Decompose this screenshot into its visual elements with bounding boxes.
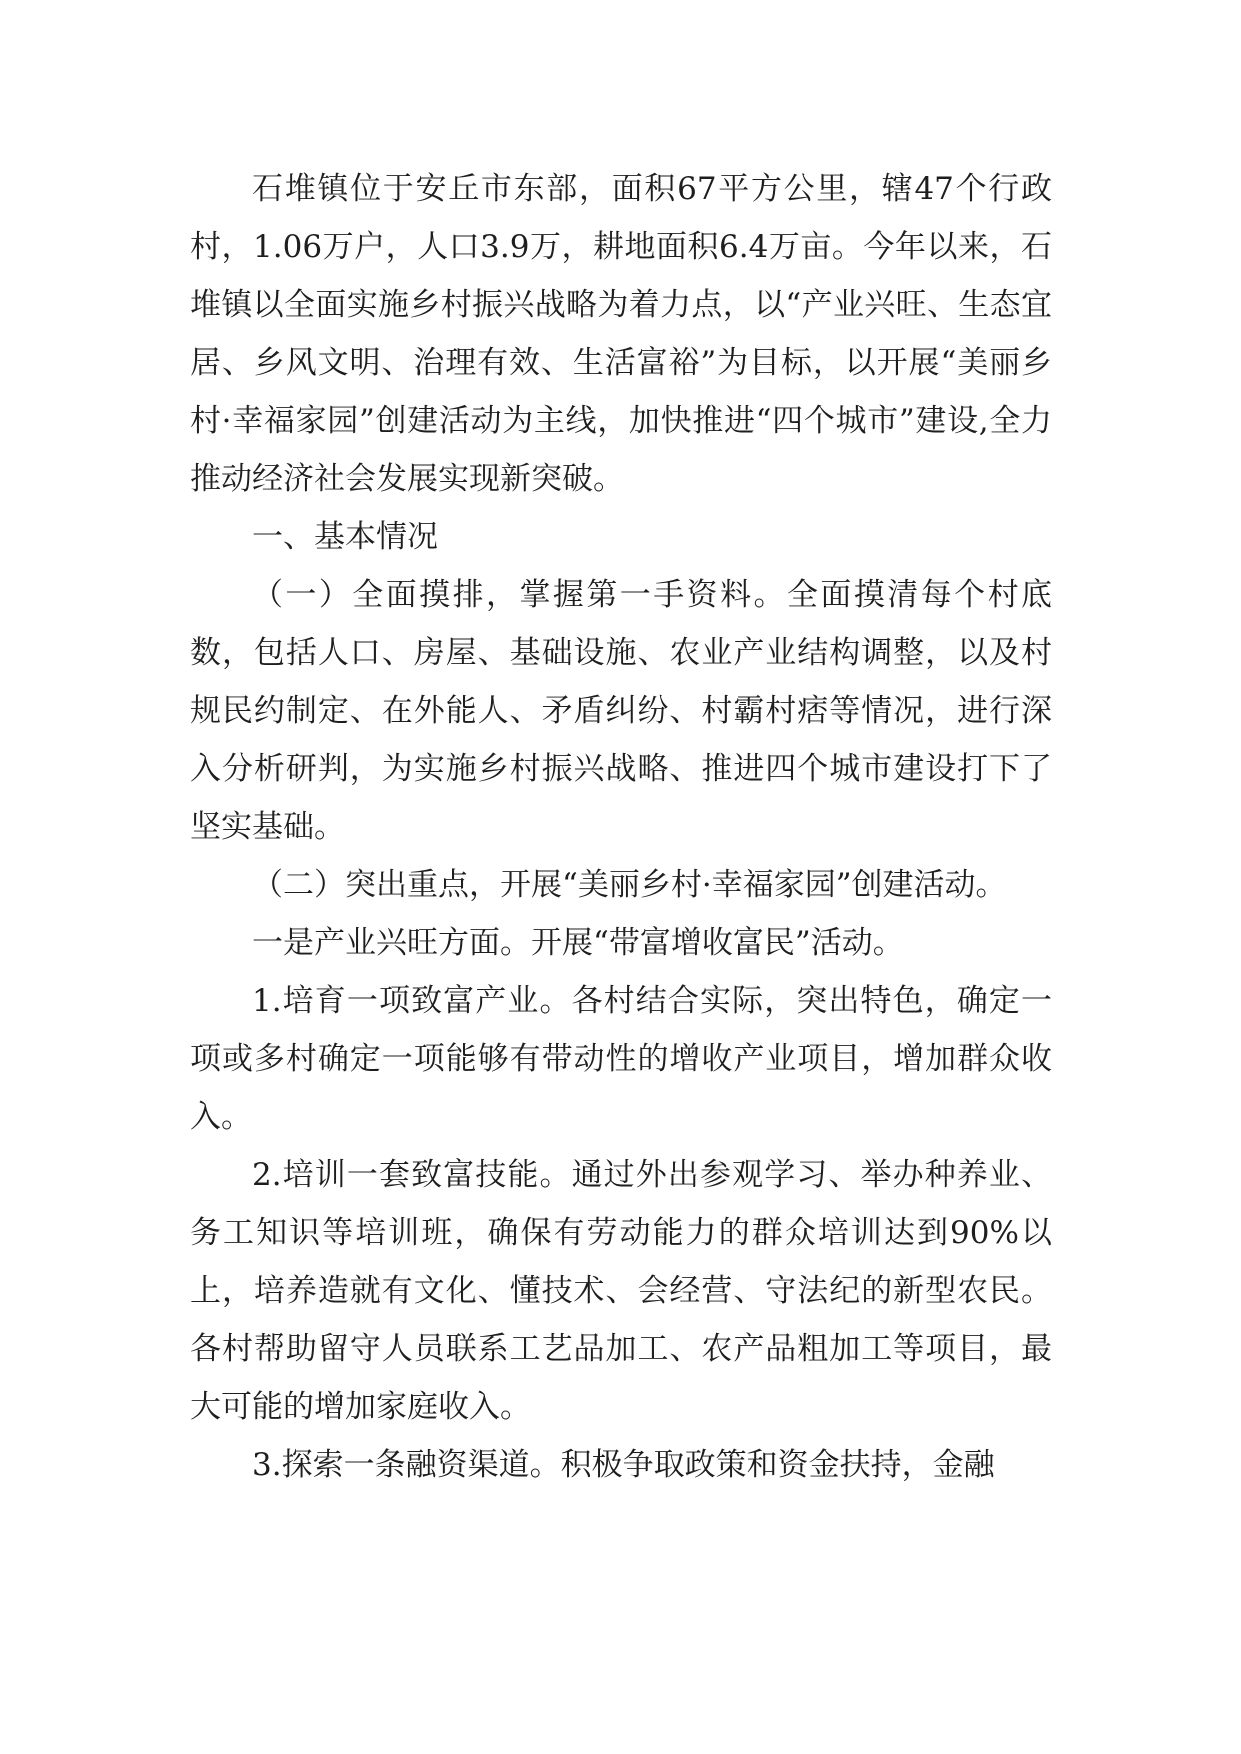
document-body	[190, 160, 1052, 1494]
subsection-2-paragraph: （二）突出重点，开展“美丽乡村·幸福家园”创建活动。	[252, 867, 1007, 903]
item-2-paragraph: 2.培训一套致富技能。通过外出参观学习、举办种养业、务工知识等培训班，确保有劳动能力的群众培训达到90%以上，培养造就有文化、懂技术、会经营、守法纪的新型农民。各村帮助留守人员联系工艺品加工、农产品粗加工等项目，最大可能的增加家庭收入。	[190, 1157, 1052, 1425]
industry-prosperity-paragraph: 一是产业兴旺方面。开展“带富增收富民”活动。	[252, 925, 904, 961]
item-3-paragraph: 3.探索一条融资渠道。积极争取政策和资金扶持，金融	[252, 1447, 995, 1483]
subsection-1-paragraph: （一）全面摸排，掌握第一手资料。全面摸清每个村底数，包括人口、房屋、基础设施、农业产业结构调整，以及村规民约制定、在外能人、矛盾纠纷、村霸村痞等情况，进行深入分析研判，为实施乡村振兴战略、推进四个城市建设打下了坚实基础。	[190, 577, 1052, 845]
intro-paragraph: 石堆镇位于安丘市东部，面积67平方公里，辖47个行政村，1.06万户，人口3.9万，耕地面积6.4万亩。今年以来，石堆镇以全面实施乡村振兴战略为着力点，以“产业兴旺、生态宜居、乡风文明、治理有效、生活富裕”为目标，以开展“美丽乡村·幸福家园”创建活动为主线，加快推进“四个城市”建设,全力推动经济社会发展实现新突破。	[190, 171, 1052, 497]
item-1-paragraph: 1.培育一项致富产业。各村结合实际，突出特色，确定一项或多村确定一项能够有带动性的增收产业项目，增加群众收入。	[190, 983, 1052, 1135]
section-heading-basic-situation: 一、基本情况	[252, 519, 438, 555]
